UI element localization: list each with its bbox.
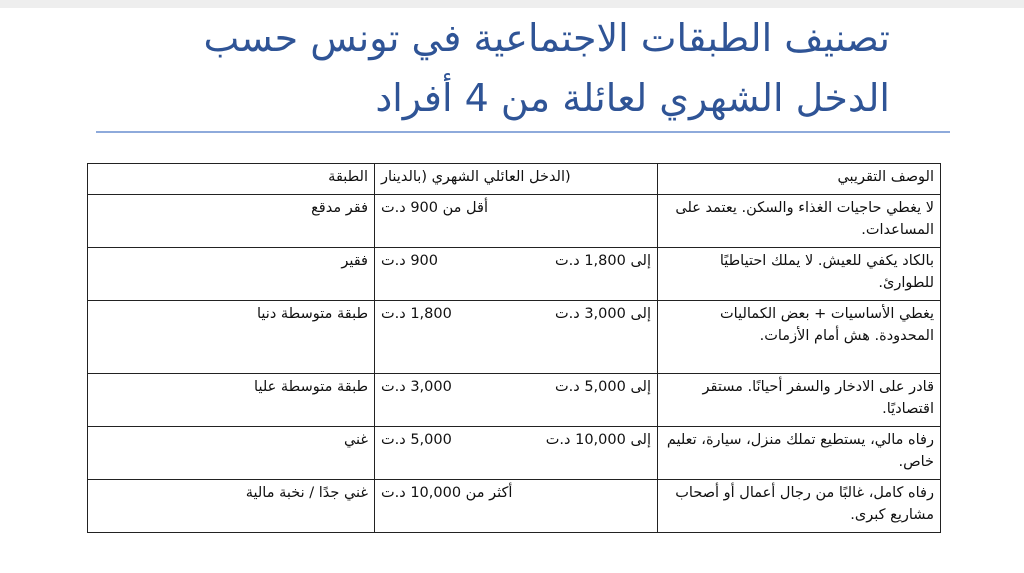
income-to: إلى 5,000 د.ت — [555, 379, 651, 395]
title-line-2: الدخل الشهري لعائلة من 4 أفراد — [375, 76, 890, 120]
cell-description: يغطي الأساسيات + بعض الكماليات المحدودة. هش أمام الأزمات. — [658, 301, 941, 374]
cell-description: رفاه مالي، يستطيع تملك منزل، سيارة، تعليم خاص. — [658, 427, 941, 480]
table-header-row — [88, 164, 941, 195]
header-class: الطبقة — [88, 164, 375, 195]
cell-description: لا يغطي حاجيات الغذاء والسكن. يعتمد على المساعدات. — [658, 195, 941, 248]
title-line-1: تصنيف الطبقات الاجتماعية في تونس حسب — [203, 16, 890, 60]
top-bar — [0, 0, 1024, 8]
cell-income — [375, 374, 658, 427]
cell-income — [375, 427, 658, 480]
header-description: الوصف التقريبي — [658, 164, 941, 195]
table-row — [88, 427, 941, 480]
page-title — [90, 8, 890, 128]
cell-description: قادر على الادخار والسفر أحيانًا. مستقر اقتصاديًا. — [658, 374, 941, 427]
cell-description: بالكاد يكفي للعيش. لا يملك احتياطيًا للطوارئ. — [658, 248, 941, 301]
cell-class: فقر مدقع — [88, 195, 375, 248]
income-from: أقل من 900 د.ت — [381, 200, 488, 216]
income-from: 1,800 د.ت — [381, 306, 452, 322]
social-classes-table — [87, 163, 941, 533]
cell-description: رفاه كامل، غالبًا من رجال أعمال أو أصحاب مشاريع كبرى. — [658, 480, 941, 533]
table-row — [88, 195, 941, 248]
income-to: إلى 10,000 د.ت — [545, 432, 651, 448]
income-from: 5,000 د.ت — [381, 432, 452, 448]
cell-class: طبقة متوسطة عليا — [88, 374, 375, 427]
table-row — [88, 374, 941, 427]
income-from: 3,000 د.ت — [381, 379, 452, 395]
cell-class: غني — [88, 427, 375, 480]
cell-class: طبقة متوسطة دنيا — [88, 301, 375, 374]
cell-income — [375, 301, 658, 374]
cell-income — [375, 480, 658, 533]
income-to: إلى 3,000 د.ت — [555, 306, 651, 322]
header-income: (الدخل العائلي الشهري (بالدينار — [375, 164, 658, 195]
income-from: 900 د.ت — [381, 253, 439, 269]
cell-class: غني جدًا / نخبة مالية — [88, 480, 375, 533]
income-to: إلى 1,800 د.ت — [555, 253, 651, 269]
table-row — [88, 248, 941, 301]
table-row — [88, 301, 941, 374]
cell-income — [375, 195, 658, 248]
income-from: أكثر من 10,000 د.ت — [381, 485, 513, 501]
cell-class: فقير — [88, 248, 375, 301]
cell-income — [375, 248, 658, 301]
title-divider — [96, 131, 950, 133]
table-row — [88, 480, 941, 533]
